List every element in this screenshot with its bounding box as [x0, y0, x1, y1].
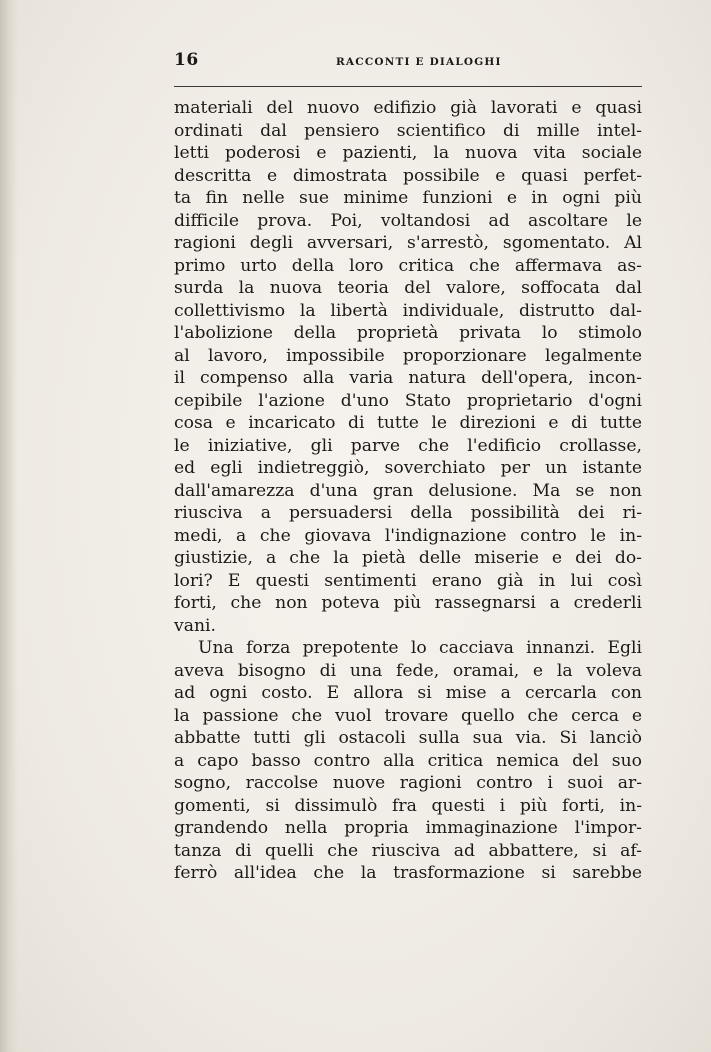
text-line: descritta e dimostrata possibile e quasi perfet- — [174, 165, 642, 186]
text-line: ad ogni costo. E allora si mise a cercarla con — [174, 683, 642, 703]
header-rule — [174, 86, 642, 87]
text-line: ragioni degli avversari, s'arrestò, sgomentato. Al — [174, 233, 642, 253]
text-line: ordinati dal pensiero scientifico di mille intel- — [174, 120, 642, 141]
text-line: abbatte tutti gli ostacoli sulla sua via. Si lanciò — [174, 728, 642, 748]
text-line: tanza di quelli che riusciva ad abbattere, si af- — [174, 840, 642, 861]
text-line: a capo basso contro alla critica nemica del suo — [174, 750, 642, 771]
text-line: gomenti, si dissimulò fra questi i più forti, in- — [174, 795, 642, 816]
text-line: ta fin nelle sue minime funzioni e in ogni più — [174, 188, 642, 208]
text-line: al lavoro, impossibile proporzionare legalmente — [174, 345, 642, 366]
page-gutter-shadow — [0, 0, 18, 1052]
paragraph-first-line: Una forza prepotente lo cacciava innanzi. Egli — [198, 638, 642, 658]
text-line: il compenso alla varia natura dell'opera, incon- — [174, 368, 642, 388]
page-number: 16 — [174, 50, 199, 70]
text-line: cepibile l'azione d'uno Stato proprietario d'ogni — [174, 390, 642, 411]
text-line: l'abolizione della proprietà privata lo stimolo — [174, 323, 642, 343]
text-line: ed egli indietreggiò, soverchiato per un istante — [174, 458, 642, 478]
text-line: lori? E questi sentimenti erano già in lui così — [174, 570, 642, 591]
text-line: materiali del nuovo edifizio già lavorati e quasi — [174, 98, 642, 118]
text-line: riusciva a persuadersi della possibilità dei ri- — [174, 503, 642, 523]
paragraph-last-line: vani. — [174, 615, 216, 636]
text-line: sogno, raccolse nuove ragioni contro i suoi ar- — [174, 773, 642, 793]
text-line: cosa e incaricato di tutte le direzioni e di tutte — [174, 413, 642, 433]
page-header — [174, 50, 642, 74]
text-line: la passione che vuol trovare quello che cerca e — [174, 705, 642, 726]
text-line: ferrò all'idea che la trasformazione si sarebbe — [174, 863, 642, 883]
text-line: primo urto della loro critica che affermava as- — [174, 255, 642, 276]
text-line: dall'amarezza d'una gran delusione. Ma se non — [174, 480, 642, 501]
text-line: letti poderosi e pazienti, la nuova vita sociale — [174, 143, 642, 163]
text-line: giustizie, a che la pietà delle miserie e dei do- — [174, 548, 642, 568]
text-line: aveva bisogno di una fede, oramai, e la voleva — [174, 660, 642, 681]
text-line: grandendo nella propria immaginazione l'impor- — [174, 818, 642, 838]
text-line: le iniziative, gli parve che l'edificio crollasse, — [174, 435, 642, 456]
text-line: medi, a che giovava l'indignazione contro le in- — [174, 525, 642, 546]
body-text — [174, 97, 642, 885]
text-line: forti, che non poteva più rassegnarsi a crederli — [174, 593, 642, 613]
text-line: collettivismo la libertà individuale, distrutto dal- — [174, 300, 642, 321]
running-title: RACCONTI E DIALOGHI — [336, 56, 502, 68]
text-line: difficile prova. Poi, voltandosi ad ascoltare le — [174, 210, 642, 231]
text-line: surda la nuova teoria del valore, soffocata dal — [174, 278, 642, 298]
